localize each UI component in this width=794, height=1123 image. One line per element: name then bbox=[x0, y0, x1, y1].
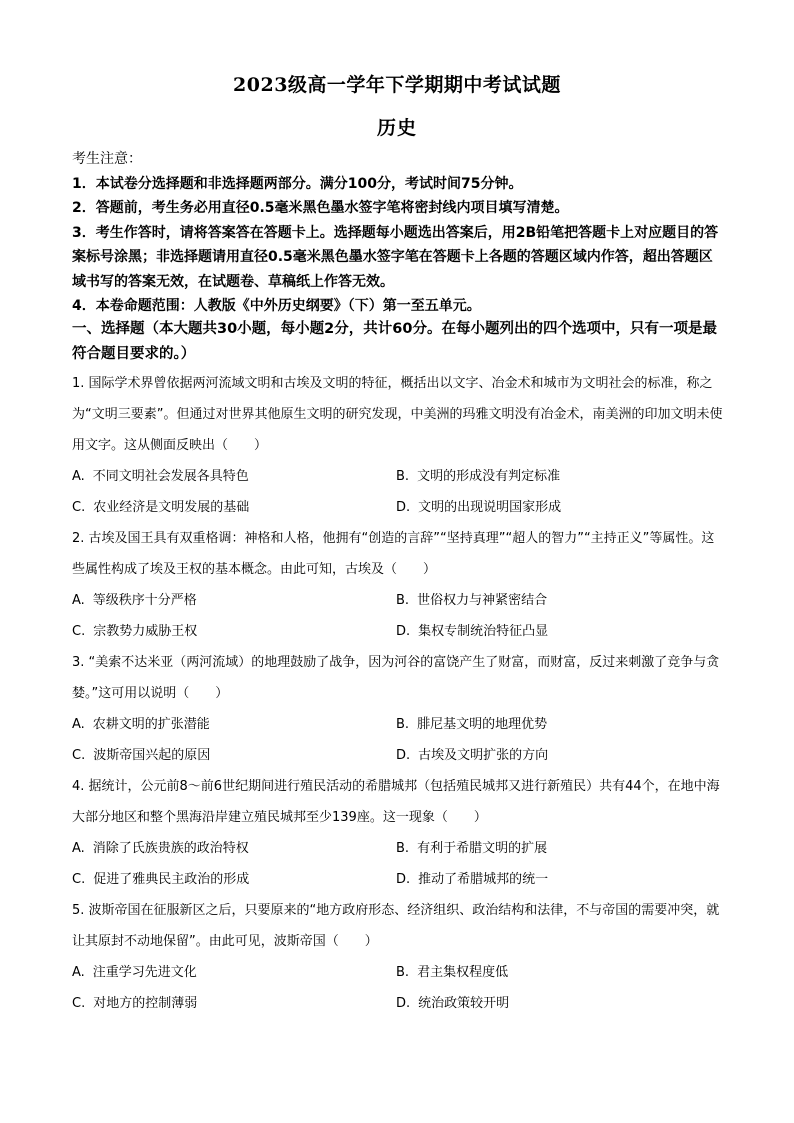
question-stem: 4. 据统计，公元前8～前6世纪期间进行殖民活动的希腊城邦（包括殖民城邦又进行新殖民）共有44个，在地中海大部分地区和整个黑海沿岸建立殖民城邦至少139座。这一现象（ ） bbox=[72, 779, 720, 825]
option-c bbox=[72, 988, 197, 1019]
exam-title: 2023级高一学年下学期期中考试试题 bbox=[233, 74, 561, 96]
notice-item: 3．考生作答时，请将答案答在答题卡上。选择题每小题选出答案后，用2B铅笔把答题卡上对应题目的答案标号涂黑；非选择题请用直径0.5毫米黑色墨水签字笔在答题卡上各题的答题区域内作答，超出答题区域书写的答案无效，在试题卷、草稿纸上作答无效。 bbox=[72, 224, 719, 290]
option-a bbox=[72, 585, 197, 616]
option-text: 推动了希腊城邦的统一 bbox=[418, 872, 549, 887]
option-key: D. bbox=[396, 996, 411, 1011]
option-text: 宗教势力威胁王权 bbox=[93, 624, 198, 639]
option-text: 统治政策较开明 bbox=[418, 996, 510, 1011]
notice-lead: 考生注意： bbox=[72, 151, 142, 167]
section-heading: 一、选择题（本大题共30小题，每小题2分，共计60分。在每小题列出的四个选项中，只有一项是最符合题目要求的。） bbox=[72, 321, 717, 362]
question-2 bbox=[72, 523, 724, 647]
option-key: A. bbox=[72, 841, 85, 856]
option-text: 消除了氏族贵族的政治特权 bbox=[92, 841, 249, 856]
option-text: 促进了雅典民主政治的形成 bbox=[93, 872, 250, 887]
question-stem: 2. 古埃及国王具有双重格调：神格和人格，他拥有“创造的言辞”“坚持真理”“超人的智力”“主持正义”等属性。这些属性构成了埃及王权的基本概念。由此可知，古埃及（ ） bbox=[72, 531, 715, 577]
option-c bbox=[72, 740, 210, 771]
option-text: 集权专制统治特征凸显 bbox=[418, 624, 549, 639]
option-text: 君主集权程度低 bbox=[417, 965, 509, 980]
option-key: C. bbox=[72, 872, 86, 887]
option-d bbox=[396, 740, 548, 771]
question-5 bbox=[72, 895, 724, 1019]
option-a bbox=[72, 461, 249, 492]
option-key: B. bbox=[396, 593, 410, 608]
option-key: C. bbox=[72, 748, 86, 763]
option-key: A. bbox=[72, 593, 85, 608]
option-list bbox=[72, 833, 724, 895]
option-b bbox=[396, 957, 508, 988]
option-text: 世俗权力与神紧密结合 bbox=[417, 593, 548, 608]
option-text: 农耕文明的扩张潜能 bbox=[92, 717, 210, 732]
option-key: D. bbox=[396, 624, 411, 639]
option-text: 腓尼基文明的地理优势 bbox=[417, 717, 548, 732]
notice-item: 4．本卷命题范围：人教版《中外历史纲要》（下）第一至五单元。 bbox=[72, 298, 481, 314]
option-a bbox=[72, 833, 249, 864]
option-list bbox=[72, 957, 724, 1019]
option-list bbox=[72, 461, 724, 523]
option-b bbox=[396, 833, 547, 864]
option-text: 文明的出现说明国家形成 bbox=[418, 500, 562, 515]
option-list bbox=[72, 585, 724, 647]
option-text: 对地方的控制薄弱 bbox=[93, 996, 198, 1011]
question-stem: 3. “美索不达米亚（两河流域）的地理鼓励了战争，因为河谷的富饶产生了财富，而财富，反过来刺激了竞争与贪婪。”这可用以说明（ ） bbox=[72, 655, 720, 701]
option-key: D. bbox=[396, 500, 411, 515]
option-key: B. bbox=[396, 965, 410, 980]
option-key: A. bbox=[72, 469, 85, 484]
candidate-notice bbox=[72, 147, 722, 319]
question-4 bbox=[72, 771, 724, 895]
option-key: C. bbox=[72, 624, 86, 639]
option-key: C. bbox=[72, 996, 86, 1011]
option-d bbox=[396, 864, 548, 895]
option-text: 有利于希腊文明的扩展 bbox=[417, 841, 548, 856]
option-text: 农业经济是文明发展的基础 bbox=[93, 500, 250, 515]
option-d bbox=[396, 988, 509, 1019]
question-3 bbox=[72, 647, 724, 771]
question-1 bbox=[72, 368, 724, 523]
option-key: B. bbox=[396, 469, 410, 484]
option-a bbox=[72, 957, 197, 988]
option-c bbox=[72, 616, 197, 647]
option-key: D. bbox=[396, 748, 411, 763]
option-b bbox=[396, 461, 560, 492]
notice-item: 1．本试卷分选择题和非选择题两部分。满分100分，考试时间75分钟。 bbox=[72, 175, 523, 192]
option-text: 等级秩序十分严格 bbox=[92, 593, 197, 608]
notice-item: 2．答题前，考生务必用直径0.5毫米黑色墨水签字笔将密封线内项目填写清楚。 bbox=[72, 200, 569, 216]
option-text: 古埃及文明扩张的方向 bbox=[418, 748, 549, 763]
option-c bbox=[72, 864, 249, 895]
option-key: A. bbox=[72, 717, 85, 732]
option-text: 注重学习先进文化 bbox=[92, 965, 197, 980]
subject-title: 历史 bbox=[376, 117, 417, 139]
option-text: 波斯帝国兴起的原因 bbox=[93, 748, 211, 763]
question-stem: 5. 波斯帝国在征服新区之后，只要原来的“地方政府形态、经济组织、政治结构和法律，不与帝国的需要冲突，就让其原封不动地保留”。由此可见，波斯帝国（ ） bbox=[72, 903, 720, 949]
option-d bbox=[396, 492, 561, 523]
option-b bbox=[396, 709, 547, 740]
question-stem: 1. 国际学术界曾依据两河流域文明和古埃及文明的特征，概括出以文字、冶金术和城市为文明社会的标准，称之为“文明三要素”。但通过对世界其他原生文明的研究发现，中美洲的玛雅文明没有冶金术，南美洲的印加文明未使用文字。这从侧面反映出（ ） bbox=[72, 376, 723, 453]
option-a bbox=[72, 709, 210, 740]
option-key: B. bbox=[396, 717, 410, 732]
option-b bbox=[396, 585, 547, 616]
option-key: B. bbox=[396, 841, 410, 856]
option-list bbox=[72, 709, 724, 771]
option-text: 不同文明社会发展各具特色 bbox=[92, 469, 249, 484]
option-text: 文明的形成没有判定标准 bbox=[417, 469, 561, 484]
option-key: D. bbox=[396, 872, 411, 887]
option-key: A. bbox=[72, 965, 85, 980]
option-d bbox=[396, 616, 548, 647]
option-key: C. bbox=[72, 500, 86, 515]
option-c bbox=[72, 492, 249, 523]
